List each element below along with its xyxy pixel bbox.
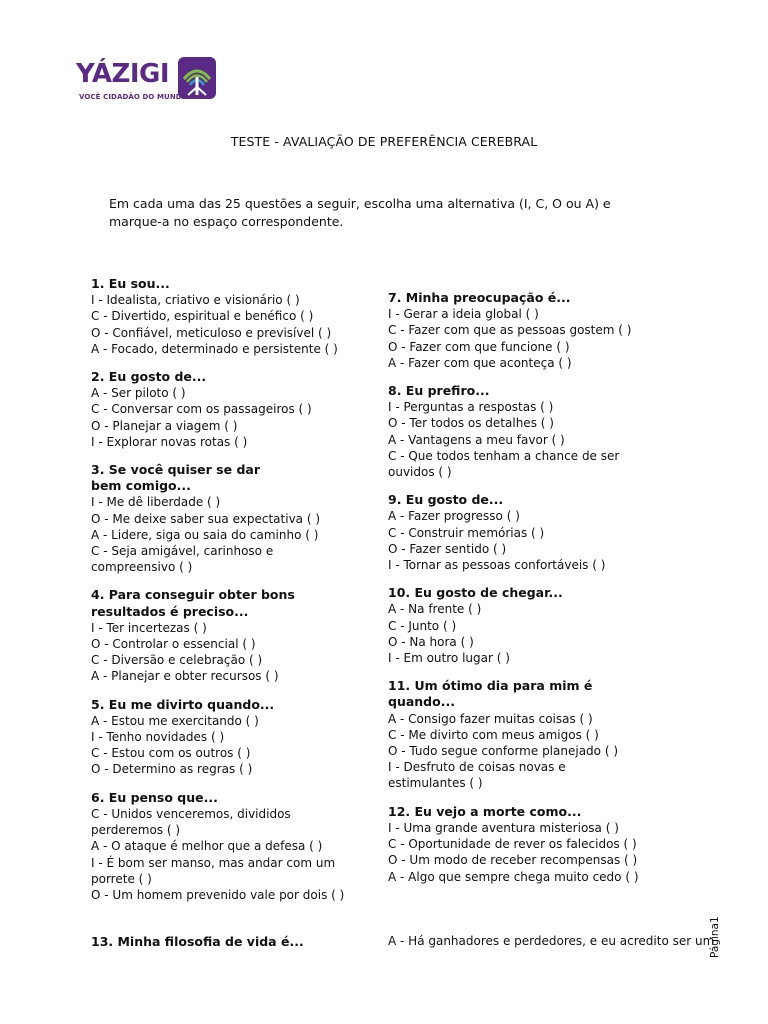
answer-option[interactable]: A - Planejar e obter recursos ( ) — [91, 669, 279, 684]
answer-option[interactable]: C - Construir memórias ( ) — [388, 525, 545, 540]
answer-option[interactable]: A - Ser piloto ( ) — [91, 386, 186, 401]
answer-option[interactable]: O - Na hora ( ) — [388, 634, 474, 649]
intro-paragraph — [109, 195, 629, 231]
question-9 — [388, 492, 728, 573]
answer-option[interactable]: O - Confiável, meticuloso e previsível ( ) — [91, 325, 332, 340]
answer-option[interactable]: A - O ataque é melhor que a defesa ( ) — [91, 839, 323, 854]
answer-option[interactable]: C - Junto ( ) — [388, 618, 457, 633]
answer-option[interactable]: A - Fazer com que aconteça ( ) — [388, 355, 572, 370]
question-title: 12. Eu vejo a morte como... — [388, 803, 582, 819]
answer-option[interactable]: C - Conversar com os passageiros ( ) — [91, 402, 312, 417]
answer-option[interactable]: I - Uma grande aventura misteriosa ( ) — [388, 820, 619, 835]
logo-tagline: VOCÊ CIDADÃO DO MUNDO — [79, 93, 188, 101]
question-13-title: 13. Minha filosofia de vida é... — [91, 934, 304, 949]
answer-option-cutoff[interactable]: A - Há ganhadores e perdedores, e eu acredito ser um — [388, 934, 715, 948]
answer-option[interactable]: O - Planejar a viagem ( ) — [91, 418, 238, 433]
intro-line-1: Em cada uma das 25 questões a seguir, escolha uma alternativa (I, C, O ou A) e — [109, 196, 611, 211]
question-title: 7. Minha preocupação é... — [388, 290, 571, 305]
question-8 — [388, 383, 728, 480]
answer-option[interactable]: C - Unidos venceremos, divididos perderemos ( ) — [91, 806, 291, 838]
question-title: 4. Para conseguir obter bons resultados é preciso... — [91, 587, 295, 619]
question-5 — [91, 697, 381, 778]
question-7 — [388, 290, 728, 371]
answer-option[interactable]: I - Tornar as pessoas confortáveis ( ) — [388, 558, 606, 573]
answer-option[interactable]: O - Controlar o essencial ( ) — [91, 637, 256, 652]
question-title: 1. Eu sou... — [91, 276, 170, 291]
answer-option[interactable]: I - Gerar a ideia global ( ) — [388, 307, 539, 322]
question-title: 5. Eu me divirto quando... — [91, 696, 275, 712]
question-title: 9. Eu gosto de... — [388, 492, 504, 508]
answer-option[interactable]: A - Focado, determinado e persistente ( ) — [91, 341, 338, 356]
question-10 — [388, 585, 728, 666]
question-title: 11. Um ótimo dia para mim é quando... — [388, 678, 593, 710]
question-4 — [91, 587, 381, 684]
question-6 — [91, 790, 381, 903]
answer-option[interactable]: A - Estou me exercitando ( ) — [91, 713, 259, 728]
answer-option[interactable]: A - Na frente ( ) — [388, 602, 482, 617]
answer-option[interactable]: C - Diversão e celebração ( ) — [91, 653, 263, 668]
answer-option[interactable]: A - Vantagens a meu favor ( ) — [388, 432, 565, 447]
answer-option[interactable]: I - Explorar novas rotas ( ) — [91, 434, 248, 449]
answer-option[interactable]: I - Ter incertezas ( ) — [91, 620, 207, 635]
answer-option[interactable]: O - Um homem prevenido vale por dois ( ) — [91, 887, 345, 902]
answer-option[interactable]: I - Me dê liberdade ( ) — [91, 495, 221, 510]
question-2 — [91, 369, 381, 450]
answer-option[interactable]: I - Desfruto de coisas novas e estimulantes ( ) — [388, 760, 566, 791]
question-title: 3. Se você quiser se dar bem comigo... — [91, 462, 260, 494]
answer-option[interactable]: C - Que todos tenham a chance de ser ouvidos ( ) — [388, 448, 620, 480]
answer-option[interactable]: A - Lidere, siga ou saia do caminho ( ) — [91, 527, 319, 542]
answer-option[interactable]: O - Tudo segue conforme planejado ( ) — [388, 744, 618, 759]
right-question-column — [388, 290, 728, 897]
question-1 — [91, 276, 381, 357]
answer-option[interactable]: C - Oportunidade de rever os falecidos ( ) — [388, 837, 637, 852]
answer-option[interactable]: I - Idealista, criativo e visionário ( ) — [91, 293, 300, 308]
page-number-label: Página1 — [709, 916, 721, 958]
answer-option[interactable]: O - Fazer com que funcione ( ) — [388, 339, 570, 354]
answer-option[interactable]: A - Algo que sempre chega muito cedo ( ) — [388, 869, 639, 884]
question-title: 8. Eu prefiro... — [388, 383, 490, 399]
answer-option[interactable]: I - Tenho novidades ( ) — [91, 730, 225, 745]
answer-option[interactable]: O - Me deixe saber sua expectativa ( ) — [91, 511, 321, 526]
answer-option[interactable]: A - Consigo fazer muitas coisas ( ) — [388, 711, 593, 726]
question-11 — [388, 678, 728, 791]
question-title: 2. Eu gosto de... — [91, 369, 207, 385]
question-12 — [388, 804, 728, 885]
logo-wordmark: YÁZIGI — [76, 59, 170, 89]
question-3 — [91, 462, 381, 575]
answer-option[interactable]: O - Determino as regras ( ) — [91, 762, 253, 777]
answer-option[interactable]: C - Me divirto com meus amigos ( ) — [388, 727, 599, 742]
answer-option[interactable]: I - Em outro lugar ( ) — [388, 651, 510, 666]
question-title: 6. Eu penso que... — [91, 789, 218, 805]
answer-option[interactable]: C - Divertido, espiritual e benéfico ( ) — [91, 309, 314, 324]
answer-option[interactable]: I - É bom ser manso, mas andar com um porrete ( ) — [91, 855, 336, 886]
answer-option[interactable]: O - Um modo de receber recompensas ( ) — [388, 853, 638, 868]
answer-option[interactable]: I - Perguntas a respostas ( ) — [388, 400, 554, 415]
page-title: TESTE - AVALIAÇÃO DE PREFERÊNCIA CEREBRAL — [230, 134, 538, 149]
question-title: 10. Eu gosto de chegar... — [388, 585, 563, 601]
answer-option[interactable]: C - Estou com os outros ( ) — [91, 746, 251, 761]
answer-option[interactable]: O - Fazer sentido ( ) — [388, 541, 507, 556]
left-question-column — [91, 276, 381, 915]
answer-option[interactable]: O - Ter todos os detalhes ( ) — [388, 416, 554, 431]
yazigi-logo — [76, 57, 226, 109]
answer-option[interactable]: C - Seja amigável, carinhoso e compreensivo ( ) — [91, 544, 274, 575]
answer-option[interactable]: A - Fazer progresso ( ) — [388, 509, 520, 524]
answer-option[interactable]: C - Fazer com que as pessoas gostem ( ) — [388, 323, 632, 338]
intro-line-2: marque-a no espaço correspondente. — [109, 214, 344, 229]
